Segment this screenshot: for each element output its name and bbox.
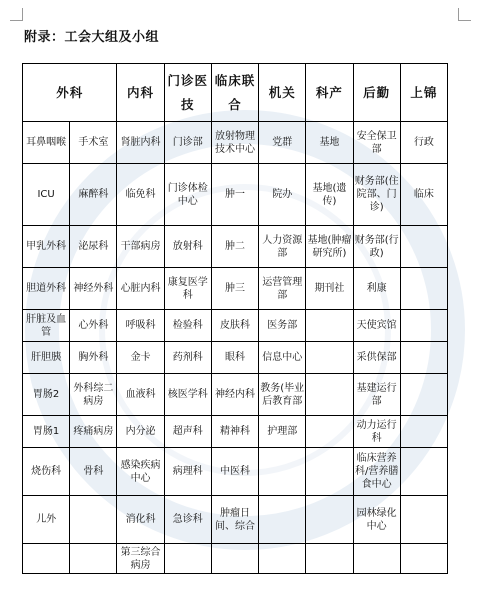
table-cell: 利康: [353, 268, 400, 310]
table-cell: 超声科: [164, 416, 211, 448]
table-cell: 精神科: [211, 416, 258, 448]
table-cell: [400, 416, 447, 448]
table-cell: 神经外科: [70, 268, 117, 310]
table-cell: 感染疾病中心: [117, 448, 164, 496]
table-cell: 甲乳外科: [23, 226, 70, 268]
table-row: [23, 268, 448, 310]
table-cell: [400, 374, 447, 416]
table-cell: 呼吸科: [117, 310, 164, 342]
table-cell: 疼痛病房: [70, 416, 117, 448]
section-heading: 附录：工会大组及小组: [24, 30, 160, 45]
table-cell: 泌尿科: [70, 226, 117, 268]
table-cell: 期刊社: [306, 268, 353, 310]
table-cell: 人力资源部: [259, 226, 306, 268]
table-cell: 教务(毕业后教育部: [259, 374, 306, 416]
table-cell: [70, 496, 117, 544]
table-cell: 运营管理部: [259, 268, 306, 310]
page-corner-mark: [10, 8, 23, 21]
header-cell-clinical-joint: 临床联合: [211, 64, 258, 122]
table-cell: 财务部(住院部、门诊): [353, 164, 400, 226]
header-cell-logistics: 后勤: [353, 64, 400, 122]
table-cell: 党群: [259, 122, 306, 164]
union-groups-table: [22, 63, 448, 574]
table-row: [23, 448, 448, 496]
header-cell-surgery: 外科: [23, 64, 117, 122]
table-cell: [306, 416, 353, 448]
table-cell: 外科综二病房: [70, 374, 117, 416]
table-cell: 皮肤科: [211, 310, 258, 342]
table-cell: 核医学科: [164, 374, 211, 416]
table-cell: 门诊部: [164, 122, 211, 164]
table-cell: [400, 268, 447, 310]
table-cell: 肿二: [211, 226, 258, 268]
table-cell: [400, 448, 447, 496]
header-cell-internal: 内科: [117, 64, 164, 122]
table-cell: [259, 544, 306, 574]
table-row: [23, 416, 448, 448]
table-cell: 临床: [400, 164, 447, 226]
table-cell: 天使宾馆: [353, 310, 400, 342]
table-cell: 放射物理技术中心: [211, 122, 258, 164]
table-cell: [306, 496, 353, 544]
table-cell: 医务部: [259, 310, 306, 342]
table-cell: 麻醉科: [70, 164, 117, 226]
table-cell: 胃肠1: [23, 416, 70, 448]
table-cell: [400, 496, 447, 544]
table-cell: 动力运行科: [353, 416, 400, 448]
table-cell: 门诊体检中心: [164, 164, 211, 226]
table-cell: [306, 374, 353, 416]
table-row: [23, 226, 448, 268]
table-cell: 心脏内科: [117, 268, 164, 310]
table-cell: [306, 448, 353, 496]
table-row: [23, 544, 448, 574]
table-cell: 肝胆胰: [23, 342, 70, 374]
table-cell: 急诊科: [164, 496, 211, 544]
table-cell: 干部病房: [117, 226, 164, 268]
table-cell: 护理部: [259, 416, 306, 448]
table-cell: 信息中心: [259, 342, 306, 374]
table-cell: 财务部(行政): [353, 226, 400, 268]
table-cell: 基建运行部: [353, 374, 400, 416]
table-cell: 放射科: [164, 226, 211, 268]
table-cell: 院办: [259, 164, 306, 226]
table-row: [23, 496, 448, 544]
table-cell: 基地: [306, 122, 353, 164]
table-cell: [70, 544, 117, 574]
table-cell: 手术室: [70, 122, 117, 164]
table-row: [23, 310, 448, 342]
table-row: [23, 164, 448, 226]
table-cell: 行政: [400, 122, 447, 164]
table-cell: 消化科: [117, 496, 164, 544]
table-cell: 康复医学科: [164, 268, 211, 310]
table-cell: 骨科: [70, 448, 117, 496]
table-cell: [306, 342, 353, 374]
table-cell: 肿瘤日间、综合: [211, 496, 258, 544]
table-cell: 心外科: [70, 310, 117, 342]
table-header-row: [23, 64, 448, 122]
header-cell-research: 科产: [306, 64, 353, 122]
table-cell: 检验科: [164, 310, 211, 342]
table-cell: 内分泌: [117, 416, 164, 448]
table-cell: 烧伤科: [23, 448, 70, 496]
table-row: [23, 122, 448, 164]
header-cell-admin: 机关: [259, 64, 306, 122]
table-cell: [400, 342, 447, 374]
table-row: [23, 342, 448, 374]
table-cell: 胆道外科: [23, 268, 70, 310]
table-cell: 第三综合病房: [117, 544, 164, 574]
table-cell: 金卡: [117, 342, 164, 374]
table-cell: 基地(遗传): [306, 164, 353, 226]
table-cell: 安全保卫部: [353, 122, 400, 164]
table-cell: [259, 448, 306, 496]
table-cell: [353, 544, 400, 574]
table-cell: [400, 544, 447, 574]
table-cell: 血液科: [117, 374, 164, 416]
table-row: [23, 374, 448, 416]
table-cell: 基地(肿瘤研究所): [306, 226, 353, 268]
table-cell: 药剂科: [164, 342, 211, 374]
header-cell-shangjin: 上锦: [400, 64, 447, 122]
table-cell: 临免科: [117, 164, 164, 226]
table-cell: 肝脏及血管: [23, 310, 70, 342]
table-cell: 中医科: [211, 448, 258, 496]
table-cell: 肿一: [211, 164, 258, 226]
table-cell: [306, 544, 353, 574]
table-cell: 胃肠2: [23, 374, 70, 416]
table-cell: 肿三: [211, 268, 258, 310]
table-cell: [306, 310, 353, 342]
table-cell: [400, 310, 447, 342]
table-cell: 胸外科: [70, 342, 117, 374]
table-cell: [23, 544, 70, 574]
table-cell: 神经内科: [211, 374, 258, 416]
table-cell: 病理科: [164, 448, 211, 496]
table-cell: [400, 226, 447, 268]
page-corner-mark: [458, 8, 471, 21]
table-cell: [164, 544, 211, 574]
table-cell: 耳鼻咽喉: [23, 122, 70, 164]
table-cell: 眼科: [211, 342, 258, 374]
table-cell: 肾脏内科: [117, 122, 164, 164]
table-cell: [259, 496, 306, 544]
table-cell: ICU: [23, 164, 70, 226]
table-cell: 园林绿化中心: [353, 496, 400, 544]
table-cell: 儿外: [23, 496, 70, 544]
table-cell: [211, 544, 258, 574]
table-cell: 采供保部: [353, 342, 400, 374]
header-cell-outpatient-tech: 门诊医技: [164, 64, 211, 122]
table-cell: 临床营养科/营养膳食中心: [353, 448, 400, 496]
